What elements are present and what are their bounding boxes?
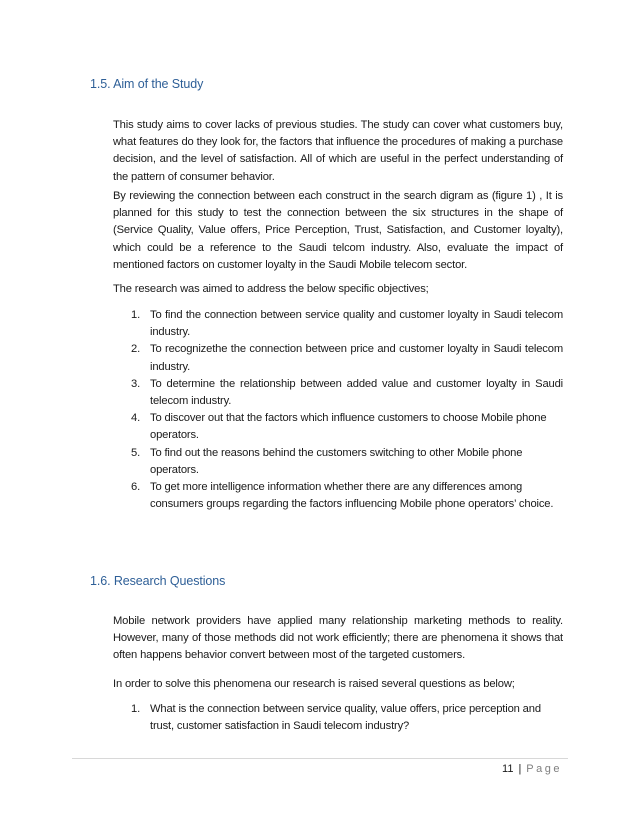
objectives-list	[113, 307, 563, 513]
list-number: 5.	[131, 446, 141, 459]
section-heading-questions: 1.6. Research Questions	[90, 574, 226, 588]
page-label: Page	[526, 763, 562, 775]
list-item-text: To find the connection between service quality and customer loyalty in Saudi telecom industry.	[150, 309, 563, 339]
list-item-text: To discover out that the factors which influence customers to choose Mobile phone operators.	[150, 412, 547, 442]
aim-paragraph-3: The research was aimed to address the below specific objectives;	[113, 283, 429, 295]
list-item-text: To find out the reasons behind the customers switching to other Mobile phone operators.	[150, 446, 523, 476]
page-number: 11	[502, 763, 514, 775]
list-item	[113, 445, 563, 479]
list-item-text: To get more intelligence information whether there are any differences among consumers groups regarding the factors influencing Mobile phone operators’ choice.	[150, 481, 554, 511]
questions-paragraph-1: Mobile network providers have applied many relationship marketing methods to reality. However, many of those methods did not work efficiently; there are phenomena it shows that often happens behavior convert between most of the targeted customers.	[113, 615, 563, 662]
list-number: 1.	[131, 703, 141, 715]
page-footer	[502, 763, 562, 775]
list-item	[113, 376, 563, 410]
aim-paragraph-2: By reviewing the connection between each construct in the search digram as (figure 1) , It is planned for this study to test the connection between the six structures in the shape of (Service Quality, Value offers, Price Perception, Trust, Satisfaction, and Customer loyalty), which could be a reference to the Saudi telcom industry. Also, evaluate the impact of mentioned factors on customer loyalty in the Saudi Mobile telecom sector.	[113, 190, 563, 271]
questions-paragraph-2: In order to solve this phenomena our research is raised several questions as below;	[113, 678, 515, 690]
footer-divider	[72, 758, 568, 759]
list-item	[113, 701, 563, 735]
list-item	[113, 479, 563, 513]
footer-separator: |	[518, 763, 522, 775]
list-item-text: To recognizethe the connection between price and customer loyalty in Saudi telecom industry.	[150, 343, 563, 373]
list-item	[113, 410, 563, 444]
list-number: 4.	[131, 412, 141, 425]
questions-list	[113, 701, 563, 735]
list-number: 3.	[131, 377, 141, 390]
list-item	[113, 341, 563, 375]
list-item-text: What is the connection between service quality, value offers, price perception and trust, customer satisfaction in Saudi telecom industry?	[150, 703, 541, 733]
section-heading-aim: 1.5. Aim of the Study	[90, 77, 204, 91]
aim-paragraph-1: This study aims to cover lacks of previous studies. The study can cover what customers buy, what features do they look for, the factors that influence the procedures of making a purchase decision, and the level of satisfaction. All of which are useful in the perfect understanding of the pattern of consumer behavior.	[113, 119, 563, 183]
list-number: 1.	[131, 309, 141, 321]
list-item-text: To determine the relationship between added value and customer loyalty in Saudi telecom industry.	[150, 377, 563, 408]
list-item	[113, 307, 563, 341]
list-number: 2.	[131, 343, 141, 356]
list-number: 6.	[131, 481, 141, 494]
